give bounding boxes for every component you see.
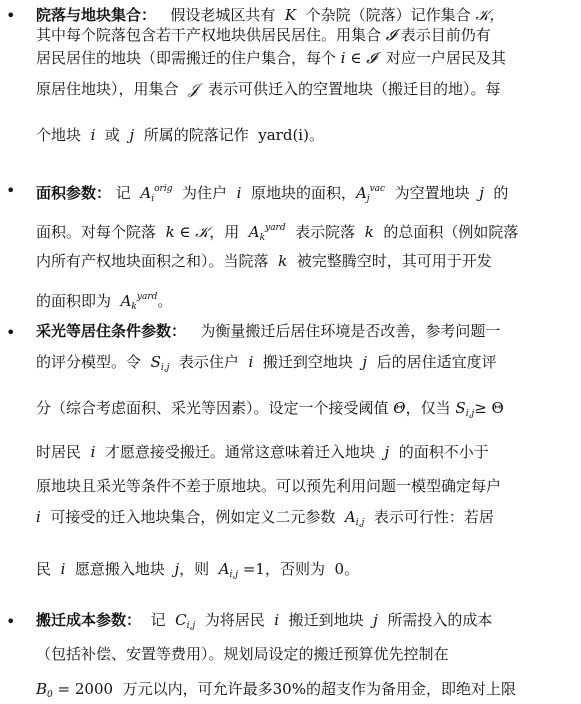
- text-line: 原地块且采光等条件不差于原地块。可以预先利用问题一模型确定每户: [36, 477, 502, 495]
- item-title: 面积参数：: [36, 184, 112, 202]
- text-line: 搬迁成本参数： 记 $C_{i,j}$ 为将居民 i 搬迁到地块 j 所需投入的成本: [36, 611, 493, 631]
- text-line: （包括补偿、安置等费用）。规划局设定的搬迁预算优先控制在: [36, 645, 449, 663]
- text-line: 原居住地块），用集合 𝒥 表示可供迁入的空置地块（搬迁目的地）。每: [36, 80, 501, 98]
- text-line: $B_0 = 2000$ 万元以内，可允许最多30%的超支作为备用金，即绝对上限: [36, 680, 516, 700]
- bullet-dot: •: [6, 323, 16, 342]
- text-line: 个地块 i 或 j 所属的院落记作 yard(i)。: [36, 126, 324, 144]
- text-line: 其中每个院落包含若干产权地块供居民居住。用集合 𝓘 表示目前仍有: [36, 26, 491, 44]
- text-line: 内所有产权地块面积之和）。当院落 k 被完整腾空时，其可用于开发: [36, 252, 492, 270]
- text-line: 面积。对每个院落 k ∈ 𝒦，用 $A_k^{yard}$ 表示院落 k 的总面积（例如院落: [36, 223, 519, 243]
- item-title: 院落与地块集合：: [36, 6, 157, 24]
- text-line: 院落与地块集合： 假设老城区共有 K 个杂院（院落）记作集合 𝒦，: [36, 6, 505, 24]
- text-line: 时居民 i 才愿意接受搬迁。通常这意味着迁入地块 j 的面积不小于: [36, 443, 489, 461]
- bullet-dot: •: [6, 6, 16, 25]
- text-line: 面积参数： 记 $A_i^{orig}$ 为住户 i 原地块的面积，$A_j^{vac}$ 为空置地块 j 的: [36, 184, 509, 204]
- text-line: 民 i 愿意搬入地块 j，则 $A_{i,j} =1$，否则为 0。: [36, 560, 360, 580]
- text-line: 的面积即为 $A_k^{yard}$。: [36, 292, 173, 312]
- text-line: 采光等居住条件参数： 为衡量搬迁后居住环境是否改善，参考问题一: [36, 322, 501, 340]
- item-title: 采光等居住条件参数：: [36, 322, 187, 340]
- bullet-dot: •: [6, 181, 16, 200]
- text-line: 居民居住的地块（即需搬迁的住户集合，每个 i ∈ 𝓘 对应一户居民及其: [36, 49, 506, 67]
- text-line: 分（综合考虑面积、采光等因素）。设定一个接受阈值 Θ，仅当 $S_{i,j}\ge \Theta$: [36, 399, 504, 419]
- bullet-dot: •: [6, 612, 16, 631]
- item-title: 搬迁成本参数：: [36, 611, 142, 629]
- text-line: 的评分模型。令 $S_{i,j}$ 表示住户 i 搬迁到空地块 j 后的居住适宜度评: [36, 353, 497, 373]
- text-line: i 可接受的迁入地块集合，例如定义二元参数 $A_{i,j}$ 表示可行性：若居: [36, 508, 494, 528]
